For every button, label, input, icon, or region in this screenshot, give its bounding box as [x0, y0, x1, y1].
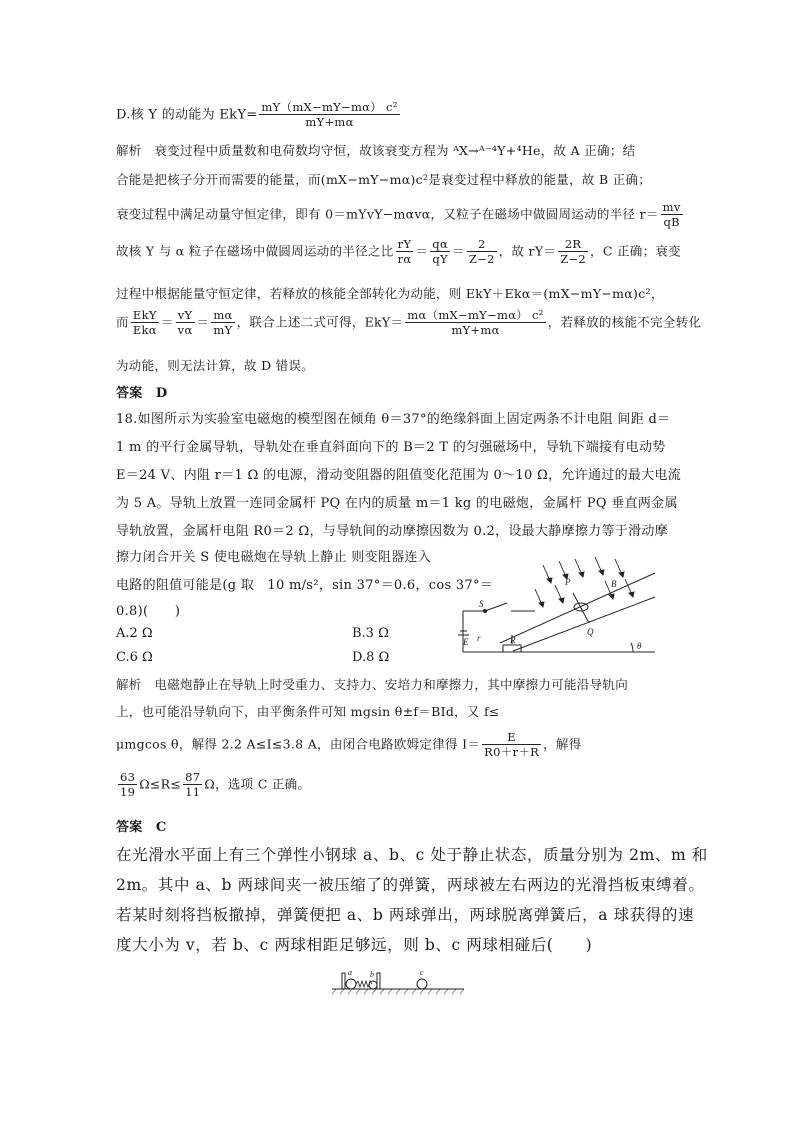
solution-18-line-3: [116, 730, 582, 760]
label-b: B: [611, 579, 617, 589]
solution-text: Ω≤R≤: [139, 776, 182, 792]
solution-18-line-4: [116, 770, 310, 800]
solution-text: ，若释放的核能不完全转化: [547, 314, 702, 330]
ry-fraction: [558, 237, 588, 267]
solution-text: ，C 正确；衰变: [590, 243, 681, 259]
fraction-numerator: EkY: [131, 308, 159, 323]
solution-text: ，联合上述二式可得，EkY＝: [236, 314, 404, 330]
option-c[interactable]: C.6 Ω: [116, 650, 153, 665]
ratio-fraction-1: [396, 237, 414, 267]
solution-line-5: 过程中根据能量守恒定律，若释放的核能全部转化为动能，则 EkY＋Ekα＝(mX−mY−mα)c²，: [116, 286, 664, 301]
fraction-numerator: 63: [120, 770, 136, 784]
fraction-denominator: vα: [177, 323, 193, 338]
solution-line-4-text: 故核 Y 与 α 粒子在磁场中做圆周运动的半径之比: [116, 243, 394, 259]
question-18-line-5: 导轨放置，金属杆电阻 R0＝2 Ω，与导轨间的动摩擦因数为 0.2，设最大静摩擦力等于滑动摩: [116, 524, 668, 539]
fraction-numerator: 2R: [558, 237, 588, 252]
question-18-line-3: E＝24 V、内阻 r＝1 Ω 的电源，滑动变阻器的阻值变化范围为 0～10 Ω，允许通过的最大电流: [116, 468, 682, 483]
solution-line-3-text: 衰变过程中满足动量守恒定律，即有 0＝mYvY−mαvα，又粒子在磁场中做圆周运动的半径 r＝: [116, 206, 659, 222]
fraction-numerator: mα: [213, 308, 233, 322]
railgun-figure: [455, 555, 660, 660]
solution-text: Ω，选项 C 正确。: [204, 776, 311, 792]
ratio-fraction-2: [430, 237, 450, 267]
fraction-denominator: mY+mα: [451, 323, 500, 338]
question-19-line-3: 若某时刻将挡板撤掉，弹簧便把 a、b 两球弹出，两球脱离弹簧后，a 球获得的速: [116, 906, 695, 924]
question-18-line-8: 0.8)( ): [116, 604, 181, 619]
eky-fraction: [405, 308, 545, 338]
solution-line-6: 而 $\frac{\text{EkY}}{\text{Ekα}}$ ＝ $\frac{vY}{v\alpha}$ ＝ $\frac{m\alpha}{mY}$ ，联合上述二式可得，EkY＝ $\frac{\text{mα（mX−mY−mα） c²}}{mY+m\alpha}$ ，若释放的核能不完全转化: [116, 308, 702, 338]
solution-18-line-1: 解析 电磁炮静止在导轨上时受重力、支持力、安培力和摩擦力，其中摩擦力可能沿导轨向: [116, 677, 629, 692]
fraction-numerator: qα: [432, 237, 449, 251]
fraction-denominator: Z−2: [468, 252, 495, 267]
label-c: c: [420, 968, 424, 977]
radius-fraction: [661, 200, 683, 230]
fraction-denominator: rα: [397, 252, 412, 267]
label-a: a: [348, 968, 352, 977]
solution-line-4: 故核 Y 与 α 粒子在磁场中做圆周运动的半径之比 $\frac{rY}{r\alpha}$ ＝ $\frac{q\alpha}{qY}$ ＝ $\frac{2}{Z-2}$ ，故 rY＝ $\frac{2R}{Z-2}$ ，C 正确；衰变: [116, 237, 681, 267]
option-a[interactable]: A.2 Ω: [116, 626, 153, 641]
fraction-denominator: Z−2: [560, 252, 587, 267]
question-18-line-6: 擦力闭合开关 S 使电磁炮在导轨上静止 则变阻器连入: [116, 550, 432, 565]
fraction-numerator: mY（mX−mY−mα） c²: [261, 100, 398, 114]
question-19-line-2: 2m。其中 a、b 两球间夹一被压缩了的弹簧，两球被左右两边的光滑挡板束缚着。: [116, 876, 705, 894]
question-19-line-4: 度大小为 v，若 b、c 两球相距足够远，则 b、c 两球相碰后( ): [116, 936, 593, 954]
answer-2: 答案 C: [116, 820, 167, 835]
fraction-denominator: 19: [120, 785, 136, 800]
solution-text: ，故 rY＝: [498, 243, 557, 259]
label-b: b: [370, 970, 374, 979]
fraction-denominator: mY+mα: [305, 115, 354, 130]
question-18-line-2: 1 m 的平行金属导轨，导轨处在垂直斜面向下的 B＝2 T 的匀强磁场中，导轨下端接有电动势: [116, 440, 666, 455]
fraction-denominator: qY: [432, 252, 448, 267]
ohm-fraction: [482, 730, 541, 760]
fraction-numerator: rY: [396, 237, 414, 252]
fraction-numerator: E: [482, 730, 541, 745]
fraction-numerator: 2: [467, 237, 497, 252]
energy-ratio-fraction: [131, 308, 159, 338]
option-d-fraction: [259, 100, 399, 130]
velocity-ratio-fraction: [176, 308, 195, 338]
lower-bound-fraction: [118, 770, 137, 800]
label-e: E: [463, 637, 469, 647]
fraction-denominator: mY: [213, 323, 233, 338]
solution-line-7: 为动能，则无法计算，故 D 错误。: [116, 358, 315, 373]
fraction-numerator: 87: [185, 770, 201, 784]
fraction-denominator: R0＋r＋R: [484, 745, 540, 760]
fraction-numerator: mα（mX−mY−mα） c²: [407, 308, 544, 322]
question-19-line-1: 在光滑水平面上有三个弹性小钢球 a、b、c 处于静止状态，质量分别为 2m、m 和: [116, 846, 708, 864]
option-b[interactable]: B.3 Ω: [352, 626, 389, 641]
fraction-numerator: mv: [662, 200, 681, 214]
label-s: S: [479, 599, 484, 609]
question-18-line-4: 为 5 A。导轨上放置一连同金属杆 PQ 在内的质量 m＝1 kg 的电磁炮，金属杆 PQ 垂直两金属: [116, 496, 678, 511]
label-big-r: R: [510, 635, 516, 645]
fraction-denominator: qB: [663, 215, 680, 230]
solution-line-2: 合能是把核子分开而需要的能量，而(mX−mY−mα)c²是衰变过程中释放的能量，故 B 正确；: [116, 172, 652, 187]
question-18-line-1: 18.如图所示为实验室电磁炮的模型图在倾角 θ＝37°的绝缘斜面上固定两条不计电阻 间距 d＝: [116, 412, 671, 427]
solution-line-3: [116, 200, 685, 230]
option-d[interactable]: D.8 Ω: [352, 650, 390, 665]
question-18-line-7: 电路的阻值可能是(g 取 10 m/s²，sin 37°＝0.6，cos 37°＝: [116, 578, 494, 593]
solution-text: 而: [116, 314, 129, 330]
fraction-numerator: vY: [176, 308, 195, 323]
label-theta: θ: [637, 641, 642, 651]
fraction-denominator: Ekα: [132, 323, 157, 338]
solution-18-line-2: 上，也可能沿导轨向下，由平衡条件可知 mgsin θ±f＝BId，又 f≤: [116, 704, 500, 719]
option-d-text: D.核 Y 的动能为 EkY=: [116, 107, 258, 123]
label-q: Q: [587, 627, 594, 637]
upper-bound-fraction: [183, 770, 202, 800]
label-p: P: [565, 577, 571, 587]
balls-figure: [330, 965, 466, 997]
answer-1: 答案 D: [116, 386, 168, 401]
ratio-fraction-3: [467, 237, 497, 267]
mass-ratio-fraction: [211, 308, 234, 338]
fraction-denominator: 11: [185, 785, 201, 800]
solution-text: μmgcos θ，解得 2.2 A≤I≤3.8 A，由闭合电路欧姆定律得 I＝: [116, 736, 481, 752]
solution-text: ，解得: [543, 736, 582, 752]
label-r: r: [477, 633, 481, 643]
option-d-line: [116, 100, 402, 130]
solution-line-1: 解析 衰变过程中质量数和电荷数均守恒，故该衰变方程为 ᴬX→ᴬ⁻⁴Y+⁴He，故 A 正确；结: [116, 143, 636, 158]
